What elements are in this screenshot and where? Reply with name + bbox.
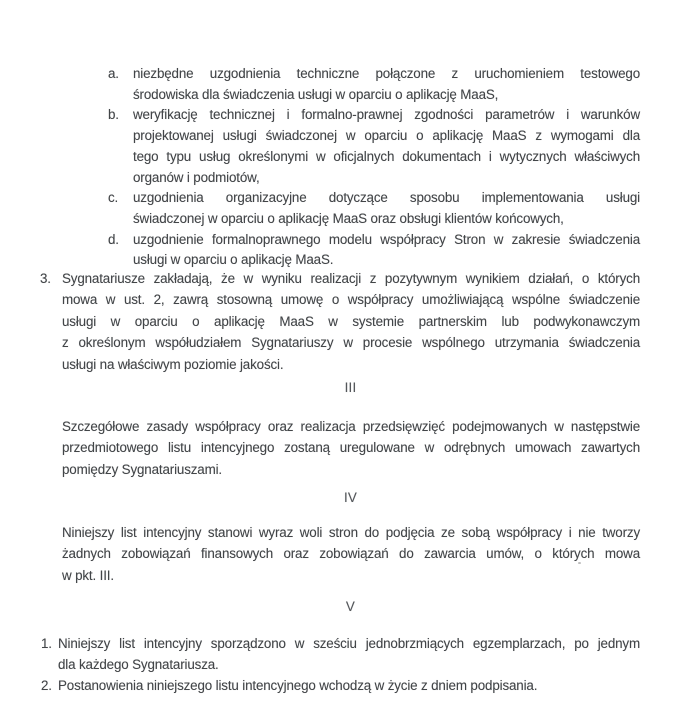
text-line: Niniejszy list intencyjny sporządzono w sześciu jednobrzmiących egzemplarzach, po jednym	[58, 636, 640, 651]
numbered-item-3	[40, 268, 640, 375]
list-item-v1	[41, 633, 640, 675]
lettered-list	[108, 64, 640, 271]
list-item-v2-text	[58, 675, 640, 696]
list-item-v2	[41, 675, 640, 696]
list-item-c	[108, 188, 640, 229]
section-heading-iii: III	[344, 380, 357, 395]
text-line: weryfikację technicznej i formalno-prawnej zgodności parametrów i warunków	[133, 107, 640, 123]
list-item-v1-text	[58, 633, 640, 675]
text-line: Postanowienia niniejszego listu intencyjnego wchodzą w życie z dniem podpisania.	[58, 678, 538, 694]
section-iv-paragraph	[62, 522, 640, 586]
text-line: Sygnatariusze zakładają, że w wyniku realizacji z pozytywnym wynikiem działań, o których	[62, 271, 640, 286]
text-line: niezbędne uzgodnienia techniczne połączone z uruchomieniem testowego	[133, 66, 640, 81]
section-heading-iv: IV	[343, 490, 358, 505]
numbered-list-v	[41, 633, 640, 697]
list-marker-3: 3.	[40, 271, 51, 286]
text-line: przedmiotowego listu intencyjnego zostaną uregulowane w odrębnych umowach zawartych	[62, 440, 640, 456]
numbered-item-3-text	[62, 268, 640, 375]
text-line: usługi na właściwym poziomie jakości.	[62, 356, 284, 372]
text-line: dla każdego Sygnatariusza.	[58, 657, 219, 673]
list-marker-v2: 2.	[41, 678, 52, 694]
scan-speck	[578, 562, 581, 564]
text-line: pomiędzy Sygnatariuszami.	[62, 461, 222, 477]
text-line: uzgodnienie formalnoprawnego modelu współpracy Stron w zakresie świadczenia	[133, 231, 640, 247]
text-line: Niniejszy list intencyjny stanowi wyraz woli stron do podjęcia ze sobą współpracy i nie tworzy	[62, 525, 640, 540]
text-line: środowiska dla świadczenia usługi w oparciu o aplikację MaaS,	[133, 86, 499, 102]
list-marker-v1: 1.	[41, 636, 52, 651]
list-marker-d: d.	[108, 231, 119, 247]
text-line: w pkt. III.	[62, 567, 114, 583]
text-line: usługi w oparciu o aplikację MaaS w systemie partnerskim lub podwykonawczym	[62, 313, 640, 329]
text-line: żadnych zobowiązań finansowych oraz zobowiązań do zawarcia umów, o których mowa	[62, 546, 640, 562]
list-item-a	[108, 64, 640, 105]
text-line: organów i podmiotów,	[133, 169, 260, 185]
text-line: usługi w oparciu o aplikację MaaS.	[133, 252, 334, 268]
section-heading-v: V	[345, 599, 356, 614]
list-marker-a: a.	[108, 66, 119, 81]
text-line: projektowanej usługi świadczonej w oparciu o aplikację MaaS z wymogami dla	[133, 128, 640, 144]
list-marker-b: b.	[108, 107, 119, 123]
text-line: uzgodnienia organizacyjne dotyczące sposobu implementowania usługi	[133, 190, 640, 206]
list-item-c-text	[133, 188, 640, 229]
list-marker-c: c.	[108, 190, 119, 206]
text-line: z określonym współudziałem Sygnatariuszy w procesie wspólnego utrzymania świadczenia	[62, 335, 640, 351]
text-line: mowa w ust. 2, zawrą stosowną umowę o współpracy umożliwiającą wspólne świadczenie	[62, 292, 640, 308]
section-iii-paragraph	[62, 416, 640, 480]
list-item-b-text	[133, 105, 640, 188]
text-line: tego typu usług określonymi w oficjalnych dokumentach i wytycznych właściwych	[133, 148, 640, 164]
list-item-d	[108, 230, 640, 271]
text-line: świadczonej w oparciu o aplikację MaaS oraz obsługi klientów końcowych,	[133, 210, 564, 226]
list-item-d-text	[133, 230, 640, 271]
list-item-a-text	[133, 64, 640, 105]
text-line: Szczegółowe zasady współpracy oraz realizacja przedsięwzięć podejmowanych w następstwie	[62, 419, 640, 434]
list-item-b	[108, 105, 640, 188]
